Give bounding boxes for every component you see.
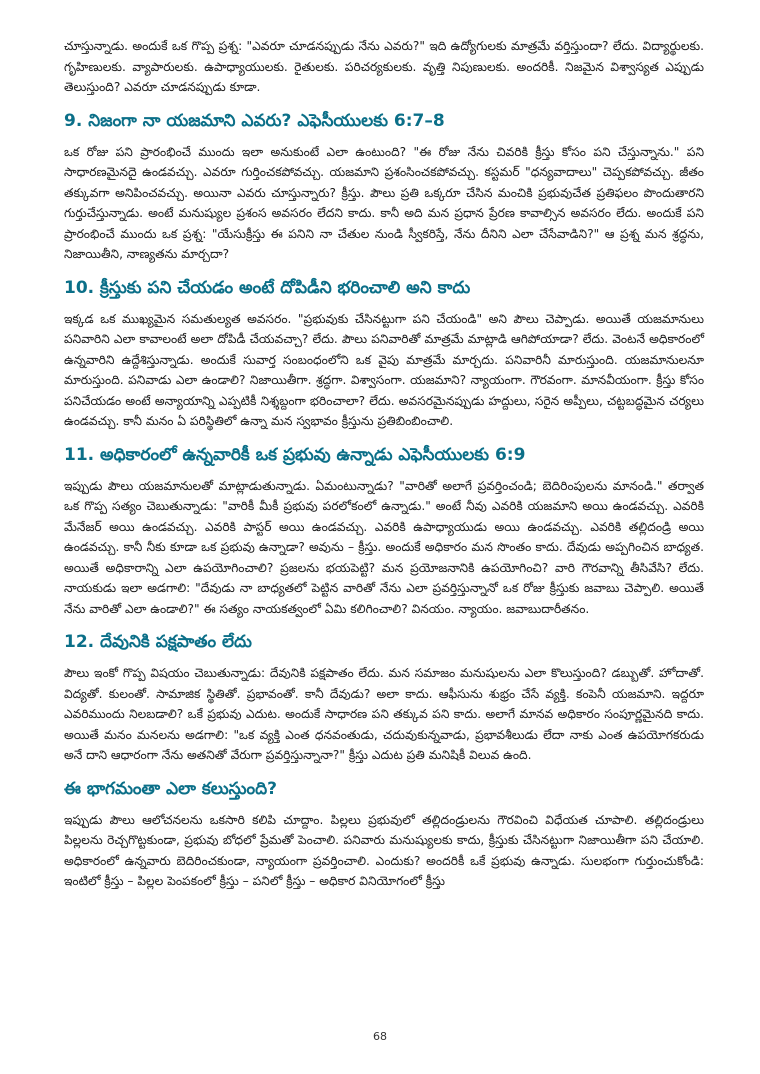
section-heading: 11. అధికారంలో ఉన్నవారికీ ఒక ప్రభువు ఉన్నాడు ఎఫెసీయులకు 6:9 xyxy=(64,444,526,465)
body-paragraph: ఒక రోజు పని ప్రారంభించే ముందు ఇలా అనుకుంటే ఎలా ఉంటుంది? "ఈ రోజు నేను చివరికి క్రీస్తు కోసం పని చేస్తున్నాను." పని సాధారణమైనదై ఉండవచ్చు. ఎవరూ గుర్తించకపోవచ్చు. యజమాని ప్రశంసించకపోవచ్చు. కస్టమర్ "ధన్యవాదాలు" చెప్పకపోవచ్చు. జీతం తక్కువగా అనిపించవచ్చు. అయినా ఎవరు చూస్తున్నారు? క్రీస్తు. పౌలు ప్రతి ఒక్కరూ చేసిన మంచికి ప్రభువుచేత ప్రతిఫలం పొందుతారని గుర్తుచేస్తున్నాడు. అంటే మనుష్యుల ప్రశంస అవసరం లేదని కాదు. కానీ అది మన ప్రధాన ప్రేరణ కావాల్సిన అవసరం లేదు. అందుకే పని ప్రారంభించే ముందు ఒక ప్రశ్న: "యేసుక్రీస్తు ఈ పనిని నా చేతుల నుండి స్వీకరిస్తే, నేను దీనిని ఎలా చేసేవాడిని?" ఆ ప్రశ్న మన శ్రద్ధను, నిజాయితీని, నాణ్యతను మార్చదా? xyxy=(64,144,704,261)
body-paragraph: ఇప్పుడు పౌలు ఆలోచనలను ఒకసారి కలిపి చూద్దాం. పిల్లలు ప్రభువులో తల్లిదండ్రులను గౌరవించి విధేయత చూపాలి. తల్లిదండ్రులు పిల్లలను రెచ్చగొట్టకుండా, ప్రభువు బోధలో ప్రేమతో పెంచాలి. పనివారు మనుష్యులకు కాదు, క్రీస్తుకు చేసినట్టుగా నిజాయితీగా పని చేయాలి. అధికారంలో ఉన్నవారు బెదిరించకుండా, న్యాయంగా ప్రవర్తించాలి. ఎందుకు? అందరికీ ఒకే ప్రభువు ఉన్నాడు. సులభంగా గుర్తుంచుకోండి: ఇంటిలో క్రీస్తు – పిల్లల పెంపకంలో క్రీస్తు – పనిలో క్రీస్తు – అధికార వినియోగంలో క్రీస్తు xyxy=(64,812,704,888)
body-paragraph: పౌలు ఇంకో గొప్ప విషయం చెబుతున్నాడు: దేవునికి పక్షపాతం లేదు. మన సమాజం మనుషులను ఎలా కొలుస్తుంది? డబ్బుతో. హోదాతో. విద్యతో. కులంతో. సామాజిక స్థితితో. ప్రభావంతో. కానీ దేవుడు? అలా కాదు. ఆఫీసును శుభ్రం చేసే వ్యక్తి. కంపెనీ యజమాని. ఇద్దరూ ఎవరిముందు నిలబడాలి? ఒకే ప్రభువు ఎదుట. అందుకే సాధారణ పని తక్కువ పని కాదు. అలాగే మానవ అధికారం సంపూర్ణమైనది కాదు. అయితే మనం మనలను అడగాలి: "ఒక వ్యక్తి ఎంత ధనవంతుడు, చదువుకున్నవాడు, ప్రభావశీలుడు లేదా నాకు ఎంత ఉపయోగకరుడు అనే దాని ఆధారంగా నేను అతనితో వేరుగా ప్రవర్తిస్తున్నానా?" క్రీస్తు ఎదుట ప్రతి మనిషికీ విలువ ఉంది. xyxy=(64,666,704,762)
section-heading: ఈ భాగమంతా ఎలా కలుస్తుంది? xyxy=(64,778,277,799)
section-heading: 12. దేవునికి పక్షపాతం లేదు xyxy=(64,632,252,652)
document-page xyxy=(64,36,704,904)
body-paragraph: ఇక్కడ ఒక ముఖ్యమైన సమతుల్యత అవసరం. "ప్రభువుకు చేసినట్టుగా పని చేయండి" అని పౌలు చెప్పాడు. అయితే యజమానులు పనివారిని ఎలా కావాలంటే అలా దోపిడీ చేయవచ్చా? లేదు. పౌలు పనివారితో మాత్రమే మాట్లాడి ఆగిపోయాడా? లేదు. వెంటనే అధికారంలో ఉన్నవారిని ఉద్దేశిస్తున్నాడు. అందుకే సువార్త సంబంధంలోని ఒక వైపు మాత్రమే మార్చదు. పనివారినీ మారుస్తుంది. యజమానులనూ మారుస్తుంది. పనివాడు ఎలా ఉండాలి? నిజాయితీగా. శ్రద్ధగా. విశ్వాసంగా. యజమాని? న్యాయంగా. గౌరవంగా. మానవీయంగా. క్రీస్తు కోసం పనిచేయడం అంటే అన్యాయాన్ని ఎప్పటికీ నిశ్శబ్దంగా భరించాలా? లేదు. అవసరమైనప్పుడు హద్దులు, సరైన అప్పీలు, చట్టబద్ధమైన చర్యలు ఉండవచ్చు. కానీ మనం ఏ పరిస్థితిలో ఉన్నా మన స్వభావం క్రీస్తును ప్రతిబింబించాలి. xyxy=(64,311,704,428)
page-number: 68 xyxy=(373,1030,387,1043)
section-heading: 10. క్రీస్తుకు పని చేయడం అంటే దోపిడీని భరించాలి అని కాదు xyxy=(64,277,471,298)
section-heading: 9. నిజంగా నా యజమాని ఎవరు? ఎఫెసీయులకు 6:7–8 xyxy=(64,110,445,131)
body-paragraph: ఇప్పుడు పౌలు యజమానులతో మాట్లాడుతున్నాడు. ఏమంటున్నాడు? "వారితో అలాగే ప్రవర్తించండి; బెదిరింపులను మానండి." తర్వాత ఒక గొప్ప సత్యం చెబుతున్నాడు: "వారికీ మీకీ ప్రభువు పరలోకంలో ఉన్నాడు." అంటే నీవు ఎవరికి యజమాని అయి ఉండవచ్చు. ఎవరికి మేనేజర్ అయి ఉండవచ్చు. ఎవరికి పాస్టర్ అయి ఉండవచ్చు. ఎవరికి ఉపాధ్యాయుడు అయి ఉండవచ్చు. ఎవరికి తల్లిదండ్రి అయి ఉండవచ్చు. కానీ నీకు కూడా ఒక ప్రభువు ఉన్నాడా? అవును – క్రీస్తు. అందుకే అధికారం మన సొంతం కాదు. దేవుడు అప్పగించిన బాధ్యత. అయితే అధికారాన్ని ఎలా ఉపయోగించాలి? ప్రజలను భయపెట్టి? మన ప్రయోజనానికి ఉపయోగించి? వారి గౌరవాన్ని తీసివేసి? లేదు. నాయకుడు ఇలా అడగాలి: "దేవుడు నా బాధ్యతలో పెట్టిన వారితో నేను ఎలా ప్రవర్తిస్తున్నానో ఒక రోజు క్రీస్తుకు జవాబు చెప్పాలి. అయితే నేను వారితో ఎలా ఉండాలి?" ఈ సత్యం నాయకత్వంలో ఏమి కలిగించాలి? వినయం. న్యాయం. జవాబుదారీతనం. xyxy=(64,478,704,616)
body-paragraph: చూస్తున్నాడు. అందుకే ఒక గొప్ప ప్రశ్న: "ఎవరూ చూడనప్పుడు నేను ఎవరు?" ఇది ఉద్యోగులకు మాత్రమే వర్తిస్తుందా? లేదు. విద్యార్థులకు. గృహిణులకు. వ్యాపారులకు. ఉపాధ్యాయులకు. రైతులకు. పరిచర్యకులకు. వృత్తి నిపుణులకు. అందరికీ. నిజమైన విశ్వాస్యత ఎప్పుడు తెలుస్తుంది? ఎవరూ చూడనప్పుడు కూడా. xyxy=(64,39,704,94)
